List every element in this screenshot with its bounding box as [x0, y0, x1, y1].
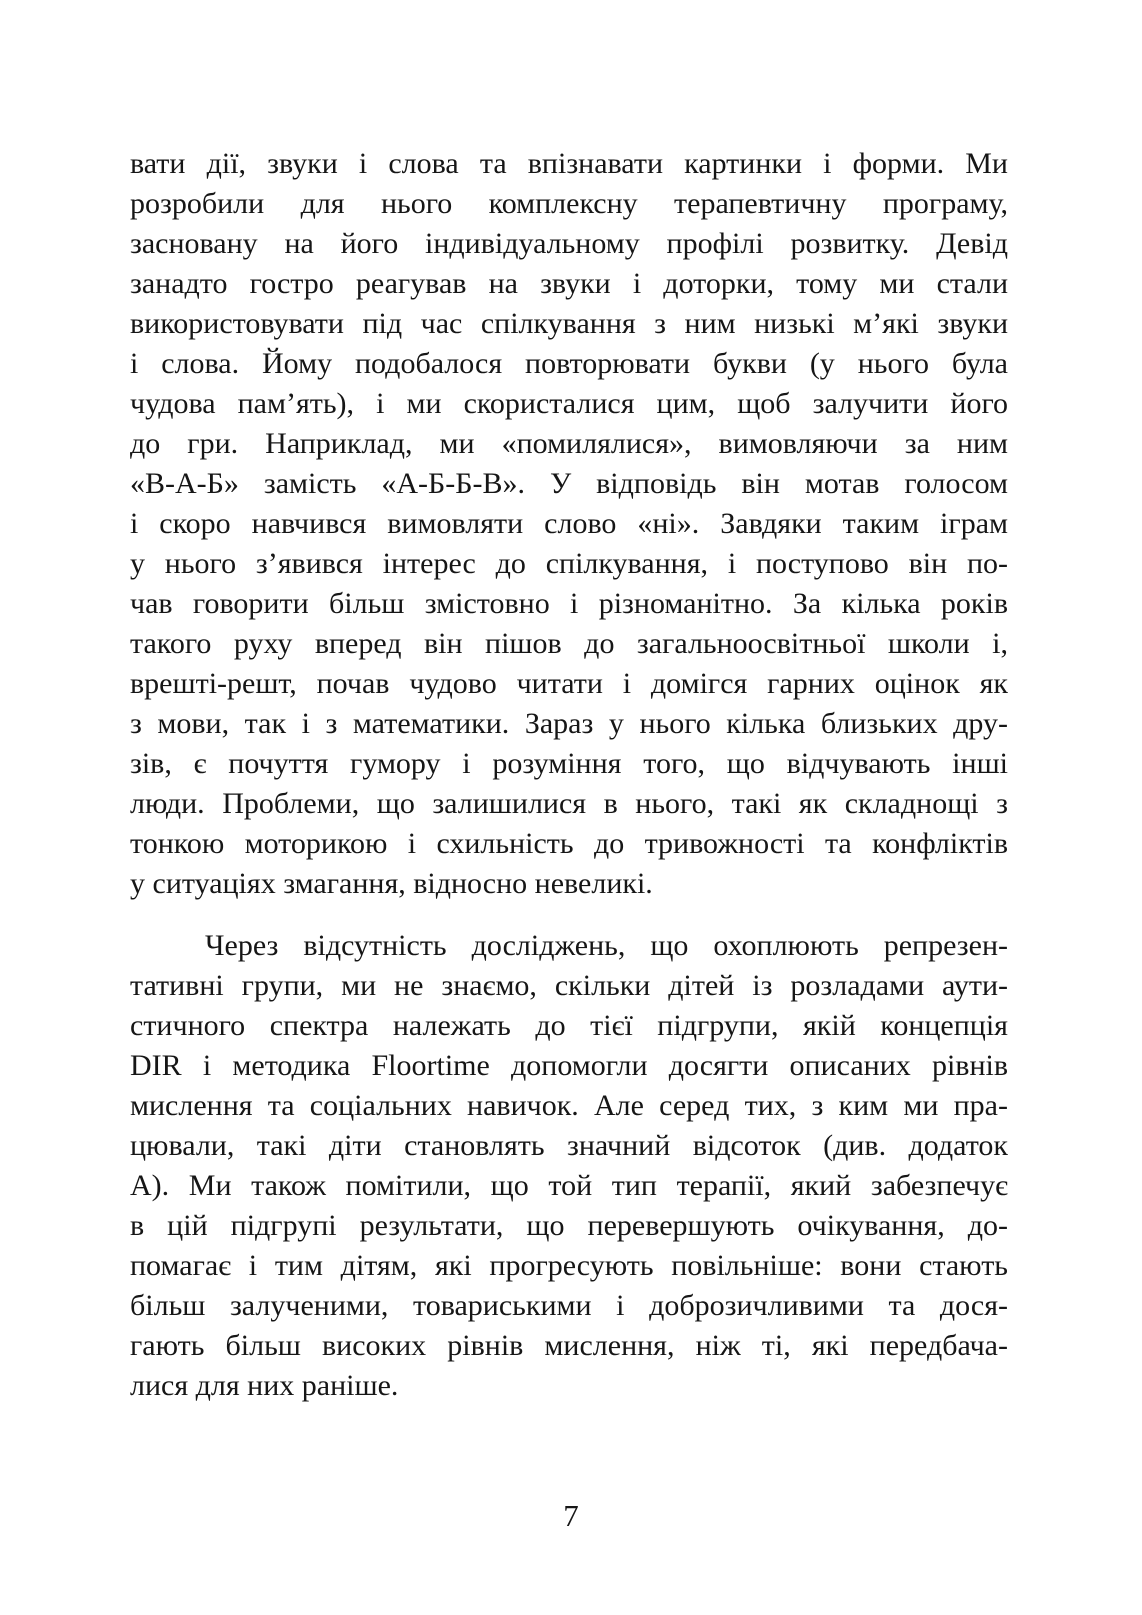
text-line: мислення та соціальних навичок. Але серед тих, з ким ми пра-	[130, 1089, 1008, 1122]
text-line: чудова пам’ять), і ми скористалися цим, щоб залучити його	[130, 387, 1008, 420]
text-line: гають більш високих рівнів мислення, ніж ті, які передбача-	[130, 1329, 1008, 1362]
text-line: А). Ми також помітили, що той тип терапії, який забезпечує	[130, 1169, 1008, 1202]
text-line: використовувати під час спілкування з ним низькі м’які звуки	[130, 307, 1008, 340]
paragraph	[130, 926, 1008, 1406]
body-text	[130, 144, 1008, 1406]
text-line: тонкою моторикою і схильність до тривожності та конфліктів	[130, 827, 1008, 860]
text-line: стичного спектра належать до тієї підгрупи, якій концепція	[130, 1009, 1008, 1042]
text-line: Через відсутність досліджень, що охоплюють репрезен-	[205, 929, 1008, 962]
text-line: у ситуаціях змагання, відносно невеликі.	[130, 867, 653, 900]
text-line: зів, є почуття гумору і розуміння того, що відчувають інші	[130, 747, 1008, 780]
text-line: з мови, так і з математики. Зараз у нього кілька близьких дру-	[130, 707, 1008, 740]
text-line: такого руху вперед він пішов до загальноосвітньої школи і,	[130, 627, 1008, 660]
text-line: цювали, такі діти становлять значний відсоток (див. додаток	[130, 1129, 1008, 1162]
text-line: помагає і тим дітям, які прогресують повільніше: вони стають	[130, 1249, 1008, 1282]
text-line: у нього з’явився інтерес до спілкування, і поступово він по-	[130, 547, 1008, 580]
text-line: люди. Проблеми, що залишилися в нього, такі як складнощі з	[130, 787, 1008, 820]
text-line: лися для них раніше.	[130, 1369, 399, 1402]
text-line: більш залученими, товариськими і доброзичливими та дося-	[130, 1289, 1008, 1322]
text-line: вати дії, звуки і слова та впізнавати картинки і форми. Ми	[130, 147, 1008, 180]
text-line: розробили для нього комплексну терапевтичну програму,	[130, 187, 1008, 220]
page-number: 7	[563, 1498, 579, 1533]
text-line: чав говорити більш змістовно і різноманітно. За кілька років	[130, 587, 1008, 620]
text-line: врешті-решт, почав чудово читати і домігся гарних оцінок як	[130, 667, 1008, 700]
text-line: в цій підгрупі результати, що перевершують очікування, до-	[130, 1209, 1008, 1242]
text-line: і слова. Йому подобалося повторювати букви (у нього була	[130, 347, 1008, 380]
text-line: занадто гостро реагував на звуки і доторки, тому ми стали	[130, 267, 1008, 300]
text-line: DIR і методика Floortime допомогли досягти описаних рівнів	[130, 1049, 1008, 1082]
text-line: до гри. Наприклад, ми «помилялися», вимовляючи за ним	[130, 427, 1008, 460]
text-line: засновану на його індивідуальному профілі розвитку. Девід	[130, 227, 1008, 260]
text-line: тативні групи, ми не знаємо, скільки дітей із розладами аути-	[130, 969, 1008, 1002]
paragraph-continued	[130, 144, 1008, 904]
text-line: «В-А-Б» замість «А-Б-Б-В». У відповідь він мотав голосом	[130, 467, 1008, 500]
text-line: і скоро навчився вимовляти слово «ні». Завдяки таким іграм	[130, 507, 1008, 540]
